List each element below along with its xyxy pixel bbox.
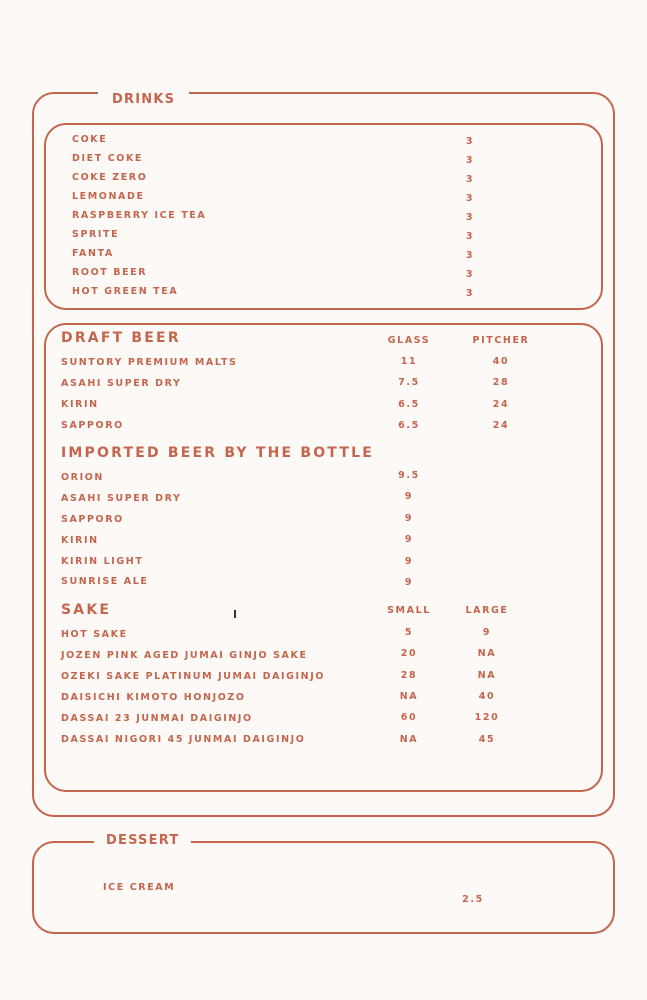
menu-item-name: DASSAI 23 JUNMAI DAIGINJO — [61, 713, 253, 724]
menu-item-name: ROOT BEER — [72, 267, 148, 278]
menu-item-name: SAPPORO — [61, 420, 124, 431]
pitcher-price: 40 — [492, 356, 510, 367]
menu-item-name: DASSAI NIGORI 45 JUNMAI DAIGINJO — [61, 734, 306, 745]
small-price: NA — [399, 734, 419, 745]
small-price: 20 — [400, 648, 418, 659]
large-price: 9 — [482, 627, 492, 638]
glass-price: 7.5 — [398, 377, 420, 388]
menu-item-name: COKE ZERO — [72, 172, 148, 183]
column-header-large: LARGE — [465, 605, 509, 616]
menu-item-name: SUNRISE ALE — [61, 576, 149, 587]
menu-item-name: OZEKI SAKE PLATINUM JUMAI DAIGINJO — [61, 671, 326, 682]
large-price: NA — [477, 648, 497, 659]
menu-item-price: 3 — [465, 250, 475, 261]
menu-item-price: 3 — [465, 212, 475, 223]
column-header-pitcher: PITCHER — [472, 335, 530, 346]
menu-item-name: HOT GREEN TEA — [72, 286, 179, 297]
menu-item-price: 9 — [404, 534, 414, 545]
small-price: 60 — [400, 712, 418, 723]
menu-item-name: SUNTORY PREMIUM MALTS — [61, 357, 238, 368]
small-price: 5 — [404, 627, 414, 638]
menu-item-name: DIET COKE — [72, 153, 143, 164]
menu-item-price: 9 — [404, 491, 414, 502]
large-price: 40 — [478, 691, 496, 702]
menu-item-name: ORION — [61, 472, 104, 483]
small-price: NA — [399, 691, 419, 702]
sake-heading: SAKE — [61, 602, 112, 618]
menu-item-price: 3 — [465, 288, 475, 299]
menu-item-name: SAPPORO — [61, 514, 124, 525]
small-price: 28 — [400, 670, 418, 681]
pitcher-price: 24 — [492, 399, 510, 410]
menu-item-name: JOZEN PINK AGED JUMAI GINJO SAKE — [61, 650, 308, 661]
menu-item-price: 9 — [404, 513, 414, 524]
menu-item-price: 2.5 — [462, 894, 484, 905]
menu-item-name: ASAHI SUPER DRY — [61, 378, 182, 389]
drinks-title: DRINKS — [98, 92, 189, 108]
menu-item-name: ICE CREAM — [103, 882, 176, 893]
menu-item-name: ASAHI SUPER DRY — [61, 493, 182, 504]
menu-item-price: 3 — [465, 155, 475, 166]
menu-item-price: 9 — [404, 577, 414, 588]
menu-item-price: 3 — [465, 193, 475, 204]
menu-item-price: 3 — [465, 269, 475, 280]
pitcher-price: 24 — [492, 420, 510, 431]
pitcher-price: 28 — [492, 377, 510, 388]
menu-item-name: COKE — [72, 134, 108, 145]
menu-item-name: HOT SAKE — [61, 629, 128, 640]
glass-price: 6.5 — [398, 399, 420, 410]
menu-item-price: 9.5 — [398, 470, 420, 481]
draft-beer-heading: DRAFT BEER — [61, 330, 181, 346]
menu-item-name: DAISICHI KIMOTO HONJOZO — [61, 692, 246, 703]
menu-item-price: 3 — [465, 231, 475, 242]
large-price: NA — [477, 670, 497, 681]
text-cursor — [234, 610, 236, 618]
glass-price: 6.5 — [398, 420, 420, 431]
menu-item-price: 3 — [465, 136, 475, 147]
menu-item-price: 9 — [404, 556, 414, 567]
column-header-glass: GLASS — [387, 335, 431, 346]
menu-item-name: FANTA — [72, 248, 114, 259]
menu-item-name: KIRIN LIGHT — [61, 556, 144, 567]
menu-item-name: KIRIN — [61, 399, 99, 410]
column-header-small: SMALL — [387, 605, 431, 616]
large-price: 120 — [474, 712, 500, 723]
dessert-title: DESSERT — [94, 833, 191, 849]
menu-item-name: KIRIN — [61, 535, 99, 546]
glass-price: 11 — [400, 356, 418, 367]
menu-item-price: 3 — [465, 174, 475, 185]
menu-item-name: SPRITE — [72, 229, 120, 240]
menu-item-name: RASPBERRY ICE TEA — [72, 210, 207, 221]
menu-item-name: LEMONADE — [72, 191, 145, 202]
imported-beer-heading: IMPORTED BEER BY THE BOTTLE — [61, 445, 375, 461]
large-price: 45 — [478, 734, 496, 745]
